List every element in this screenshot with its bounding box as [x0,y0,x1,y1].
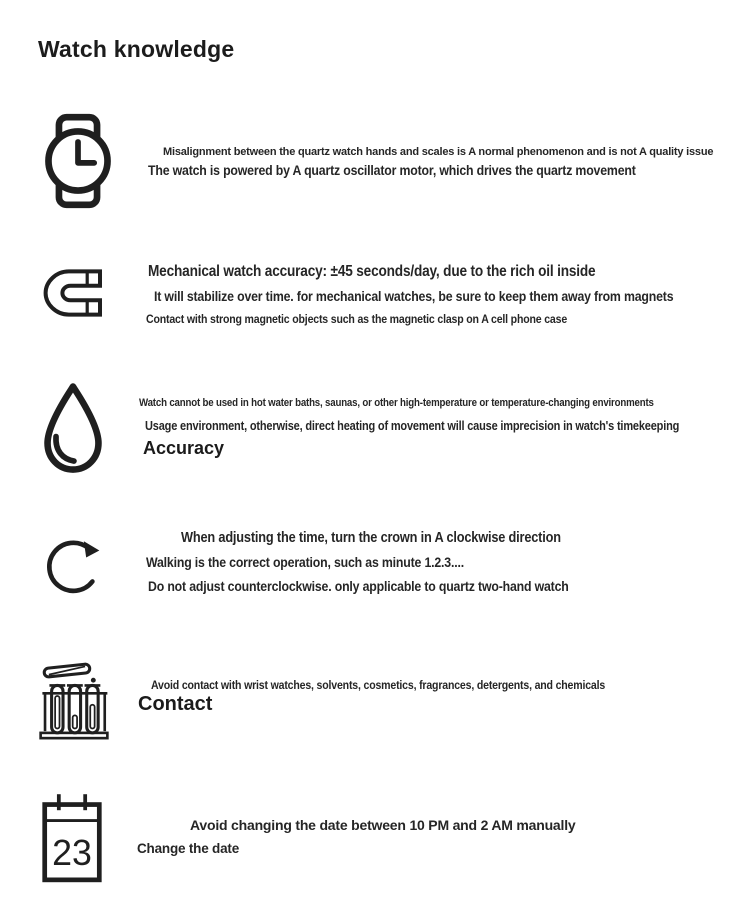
section-heading-accuracy: Accuracy [143,438,225,458]
note-line: The watch is powered by A quartz oscillator motor, which drives the quartz movement [148,162,636,178]
note-line: When adjusting the time, turn the crown in A clockwise direction [181,530,561,546]
note-line: Misalignment between the quartz watch hands and scales is A normal phenomenon and is not A quality issue [163,146,714,158]
note-line: Walking is the correct operation, such as minute 1.2.3.... [146,554,464,570]
note-line: Do not adjust counterclockwise. only applicable to quartz two-hand watch [148,578,569,594]
note-line: Watch cannot be used in hot water baths, saunas, or other high-temperature or temperature-changing environments [139,397,654,409]
page-title: Watch knowledge [38,36,235,62]
wristwatch-icon [38,110,118,212]
calendar-day-number: 23 [52,832,92,873]
note-line: Mechanical watch accuracy: ±45 seconds/day, due to the rich oil inside [148,263,596,280]
note-line: Change the date [137,841,240,856]
note-line: Avoid changing the date between 10 PM and 2 AM manually [190,817,576,833]
section-heading-contact: Contact [138,693,213,715]
test-tubes-icon [38,648,110,744]
clockwise-arrow-icon [42,526,104,606]
note-line: It will stabilize over time. for mechanical watches, be sure to keep them away from magnets [154,288,674,304]
note-line: Contact with strong magnetic objects such as the magnetic clasp on A cell phone case [146,312,568,326]
magnet-icon [40,264,104,322]
note-line: Avoid contact with wrist watches, solvents, cosmetics, fragrances, detergents, and chemicals [151,678,606,692]
water-drop-icon [40,379,106,479]
calendar-icon [40,791,104,884]
note-line: Usage environment, otherwise, direct heating of movement will cause imprecision in watch's timekeeping [145,419,680,433]
